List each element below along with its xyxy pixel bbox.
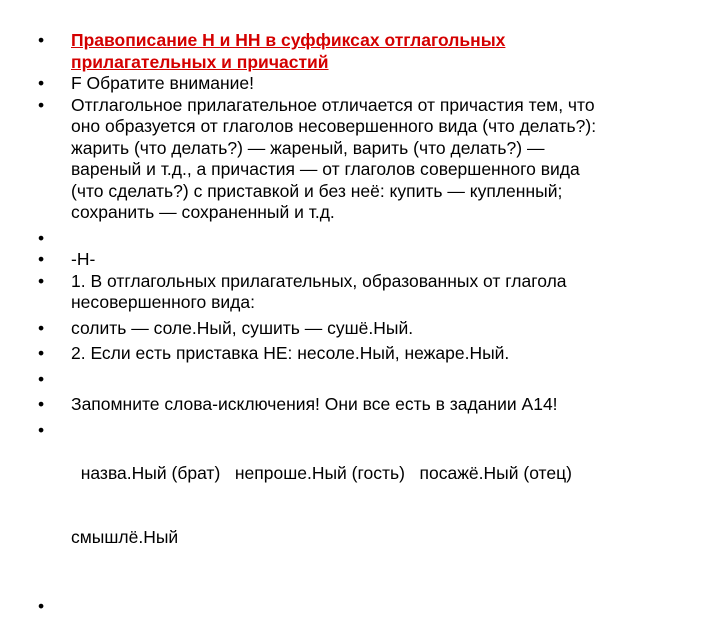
bullet-icon: • <box>38 73 52 95</box>
slide-title <box>71 30 698 73</box>
list-item-text: Запомните слова-исключения! Они все есть в задании А14! <box>71 394 698 416</box>
text-line: вареный и т.д., а причастия — от глаголов совершенного вида <box>71 159 698 181</box>
bullet-icon: • <box>38 95 52 117</box>
list-item-text: 2. Если есть приставка НЕ: несоле.Ный, нежаре.Ный. <box>71 343 698 365</box>
list-item <box>38 394 698 416</box>
list-item-text: -Н- <box>71 249 698 271</box>
list-item <box>38 95 698 224</box>
list-item-empty <box>38 596 698 617</box>
bullet-icon: • <box>38 30 52 52</box>
bullet-icon: • <box>38 394 52 416</box>
list-item-text <box>71 420 698 592</box>
list-item-text: F Обратите внимание! <box>71 73 698 95</box>
list-item <box>38 318 698 340</box>
text-line: (что сделать?) с приставкой и без неё: купить — купленный; <box>71 181 698 203</box>
bullet-icon: • <box>38 420 52 442</box>
bullet-icon: • <box>38 228 52 250</box>
list-item <box>38 271 698 314</box>
text-line: оно образуется от глаголов несовершенного вида (что делать?): <box>71 116 698 138</box>
list-item <box>38 249 698 271</box>
text-line: жарить (что делать?) — жареный, варить (что делать?) — <box>71 138 698 160</box>
list-item <box>38 343 698 365</box>
bullet-icon: • <box>38 318 52 340</box>
text-line: Отглагольное прилагательное отличается от причастия тем, что <box>71 95 698 117</box>
text-line: несовершенного вида: <box>71 292 698 314</box>
bullet-list <box>38 30 698 617</box>
list-item-title <box>38 30 698 73</box>
list-item-text <box>71 271 698 314</box>
bullet-icon: • <box>38 343 52 365</box>
bullet-icon: • <box>38 271 52 293</box>
text-line: сохранить — сохраненный и т.д. <box>71 202 698 224</box>
text-line: назва.Ный (брат) непроше.Ный (гость) посажё.Ный (отец) <box>71 463 698 485</box>
text-line: смышлё.Ный <box>71 527 698 549</box>
list-item-text <box>71 95 698 224</box>
list-item-empty <box>38 228 698 250</box>
title-line: прилагательных и причастий <box>71 52 698 74</box>
text-line: 1. В отглагольных прилагательных, образованных от глагола <box>71 271 698 293</box>
list-item <box>38 420 698 592</box>
list-item-text: солить — соле.Ный, сушить — сушё.Ный. <box>71 318 698 340</box>
bullet-icon: • <box>38 249 52 271</box>
list-item <box>38 73 698 95</box>
bullet-icon: • <box>38 596 52 617</box>
list-item-empty <box>38 369 698 391</box>
title-line: Правописание Н и НН в суффиксах отглагольных <box>71 30 698 52</box>
bullet-icon: • <box>38 369 52 391</box>
